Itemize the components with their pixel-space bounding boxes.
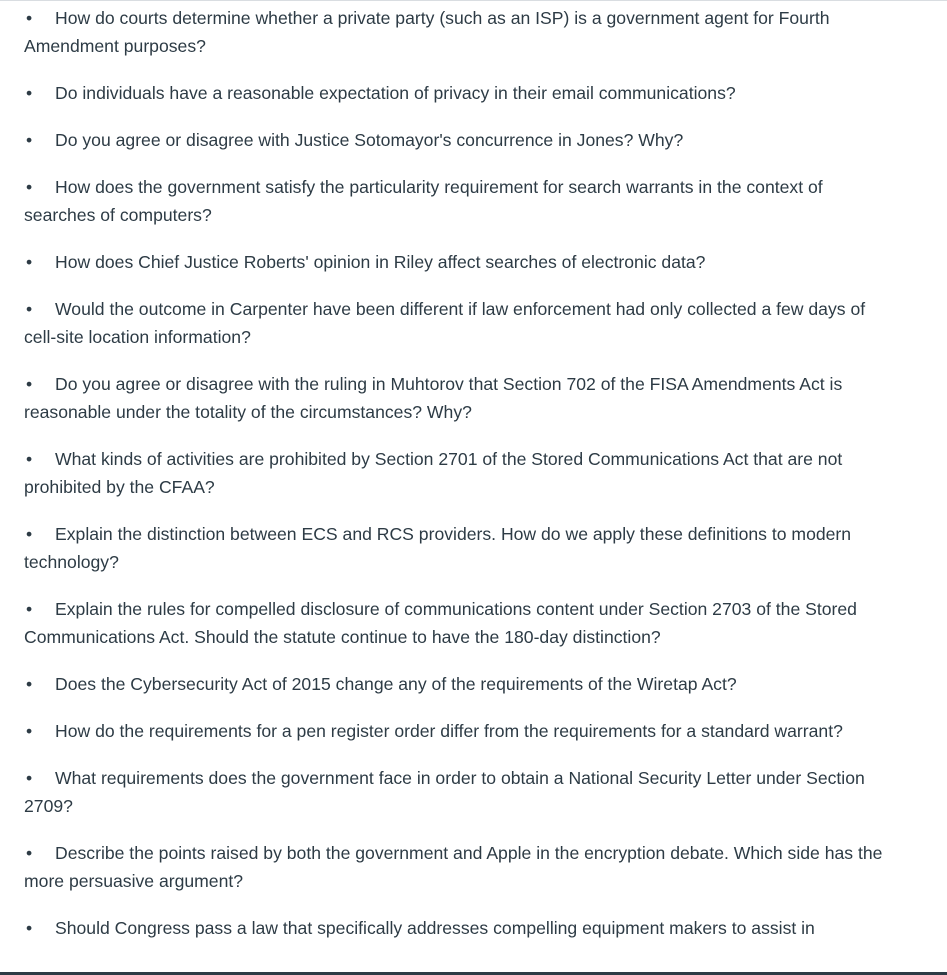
question-text: What kinds of activities are prohibited by Section 2701 of the Stored Communications Act that are not prohibited by the CFAA? [24,449,843,497]
list-item [24,4,884,60]
question-text: Do you agree or disagree with Justice Sotomayor's concurrence in Jones? Why? [55,130,684,150]
list-item [24,520,884,576]
list-item [24,79,884,107]
question-text: Would the outcome in Carpenter have been different if law enforcement had only collected a few days of cell-site location information? [24,299,866,347]
bullet-icon: • [26,524,33,544]
list-item [24,248,884,276]
bullet-icon: • [26,768,33,788]
question-text: Do individuals have a reasonable expectation of privacy in their email communications? [55,83,736,103]
list-item [24,295,884,351]
question-text: How do courts determine whether a private party (such as an ISP) is a government agent for Fourth Amendment purposes? [24,8,830,56]
list-item [24,126,884,154]
list-item [24,670,884,698]
question-text: Should Congress pass a law that specifically addresses compelling equipment makers to assist in [55,918,815,938]
question-text: What requirements does the government face in order to obtain a National Security Letter under Section 2709? [24,768,865,816]
bullet-icon: • [26,599,33,619]
question-list [24,4,884,961]
question-text: How does Chief Justice Roberts' opinion in Riley affect searches of electronic data? [55,252,706,272]
list-item [24,595,884,651]
bullet-icon: • [26,721,33,741]
question-text: Describe the points raised by both the government and Apple in the encryption debate. Which side has the more persuasive argument? [24,843,883,891]
bullet-icon: • [26,83,33,103]
list-item [24,914,884,942]
bullet-icon: • [26,674,33,694]
list-item [24,173,884,229]
bullet-icon: • [26,177,33,197]
question-text: How do the requirements for a pen register order differ from the requirements for a standard warrant? [55,721,843,741]
bullet-icon: • [26,449,33,469]
list-item [24,717,884,745]
bullet-icon: • [26,8,33,28]
bullet-icon: • [26,130,33,150]
bullet-icon: • [26,843,33,863]
bullet-icon: • [26,374,33,394]
bullet-icon: • [26,299,33,319]
bullet-icon: • [26,918,33,938]
bullet-icon: • [26,252,33,272]
list-item [24,445,884,501]
list-item [24,839,884,895]
question-text: Does the Cybersecurity Act of 2015 change any of the requirements of the Wiretap Act? [55,674,737,694]
question-text: How does the government satisfy the particularity requirement for search warrants in the context of searches of computers? [24,177,823,225]
question-text: Explain the distinction between ECS and RCS providers. How do we apply these definitions to modern technology? [24,524,852,572]
question-text: Explain the rules for compelled disclosure of communications content under Section 2703 of the Stored Communications Act. Should the statute continue to have the 180-day distinction? [24,599,857,647]
top-divider [0,0,947,1]
list-item [24,370,884,426]
list-item [24,764,884,820]
question-text: Do you agree or disagree with the ruling in Muhtorov that Section 702 of the FISA Amendments Act is reasonable under the totality of the circumstances? Why? [24,374,843,422]
